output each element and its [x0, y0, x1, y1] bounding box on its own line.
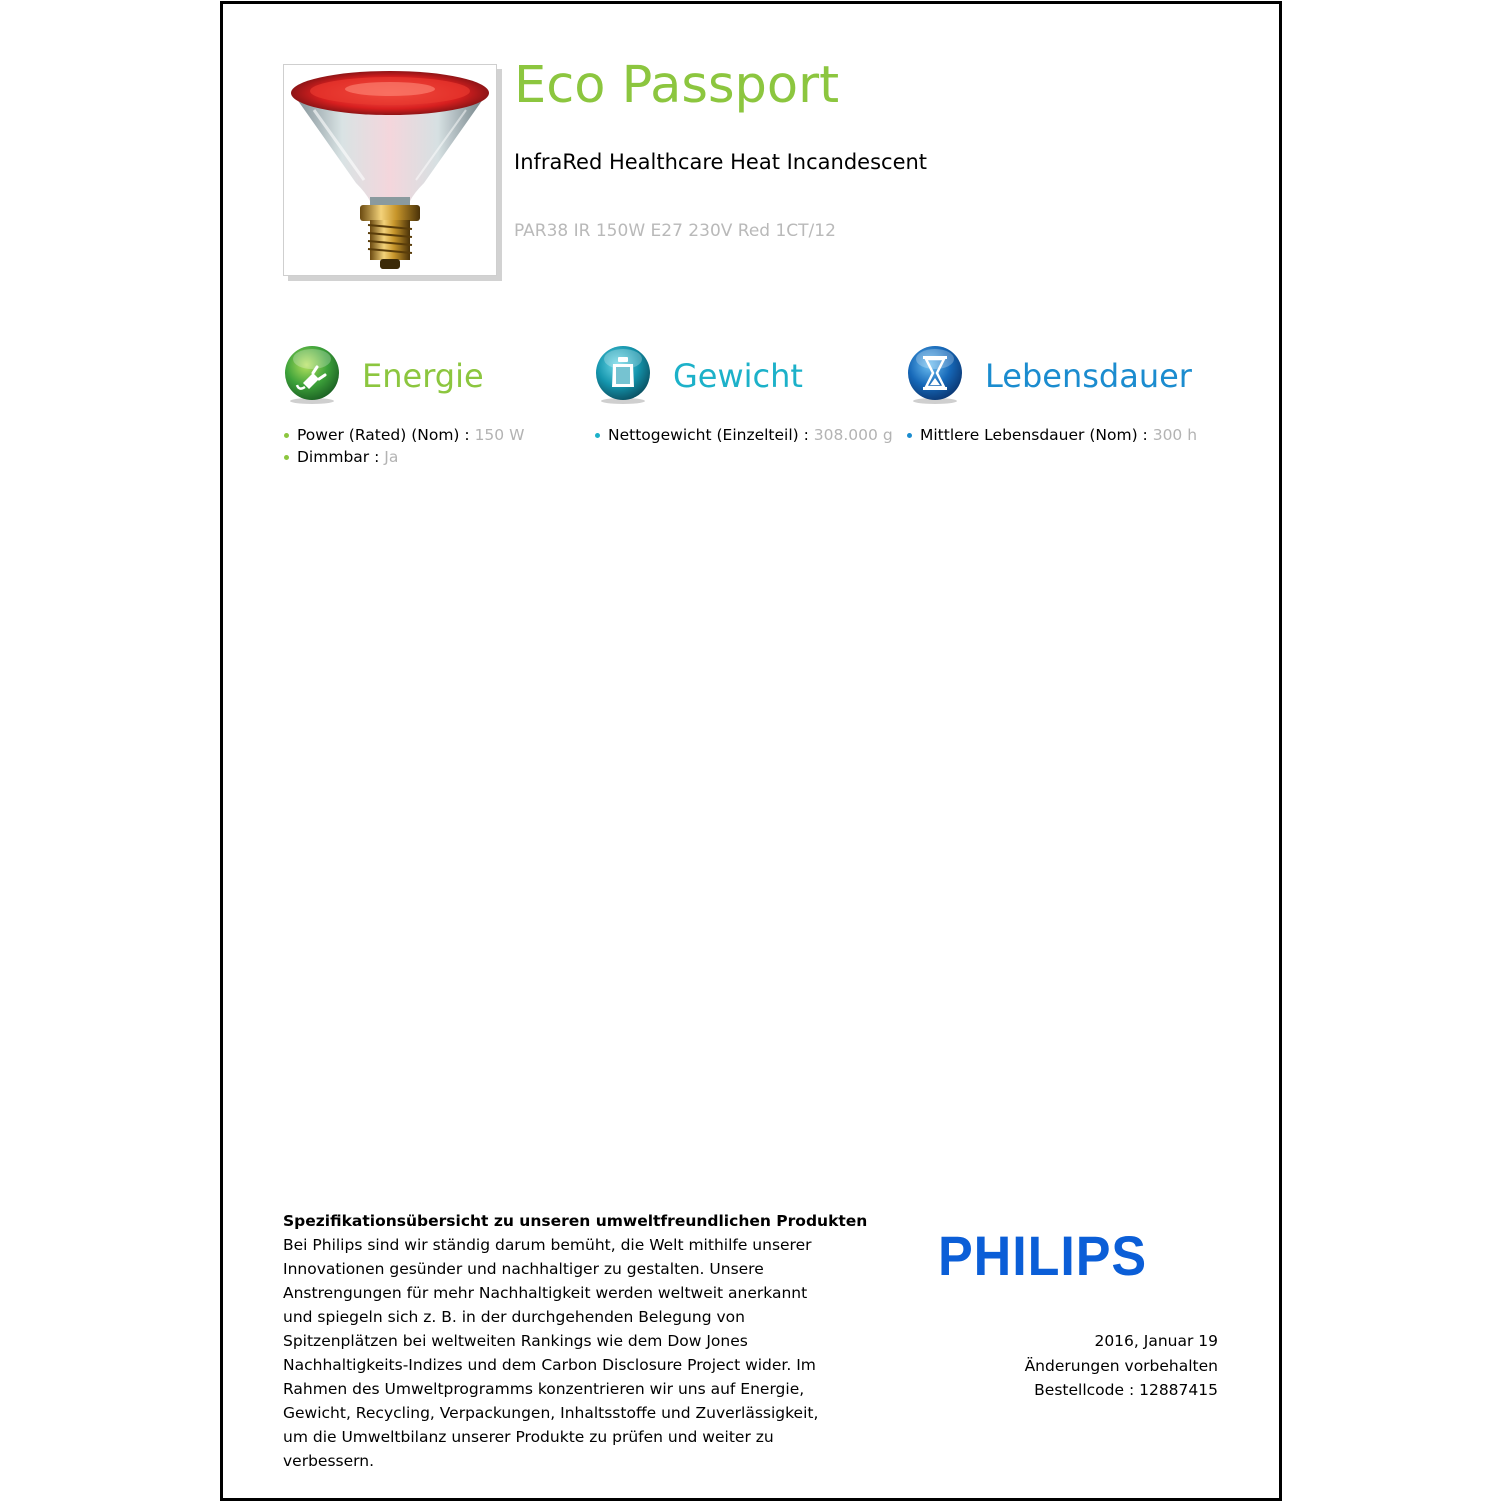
change-notice: Änderungen vorbehalten [1024, 1356, 1218, 1375]
infrared-bulb-image [284, 65, 496, 275]
list-item [283, 424, 524, 446]
bullet [907, 433, 912, 438]
bullet [284, 455, 289, 460]
product-code: PAR38 IR 150W E27 230V Red 1CT/12 [514, 221, 836, 241]
bullet [284, 433, 289, 438]
weight-heading: Gewicht [673, 357, 803, 395]
spec-label: Power (Rated) (Nom) : [297, 426, 470, 444]
plug-icon [283, 345, 341, 405]
footer-body: Bei Philips sind wir ständig darum bemüht, die Welt mithilfe unserer Innovationen gesünder und nachhaltiger zu gestalten. Unsere Anstrengungen für mehr Nachhaltigkeit werden weltweit anerkannt und spiegeln sich z. B. in der durchgehenden Belegung von Spitzenplätzen bei weltweiten Rankings wie dem Dow Jones Nachhaltigkeits-Indizes und dem Carbon Disclosure Project wider. Im Rahmen des Umweltprogramms konzentrieren wir uns auf Energie, Gewicht, Recycling, Verpackungen, Inhaltsstoffe und Zuverlässigkeit, um die Umweltbilanz unserer Produkte zu prüfen und weiter zu verbessern. [283, 1236, 819, 1470]
philips-logo: PHILIPS [938, 1224, 1148, 1287]
list-item [283, 446, 524, 468]
weight-spec-list [594, 424, 893, 446]
order-code: Bestellcode : 12887415 [1034, 1381, 1218, 1399]
spec-label: Mittlere Lebensdauer (Nom) : [920, 426, 1148, 444]
footer-description [283, 1209, 868, 1473]
lifetime-spec-list [906, 424, 1197, 446]
weight-icon [594, 345, 652, 405]
list-item [594, 424, 893, 446]
bullet [595, 433, 600, 438]
product-name: InfraRed Healthcare Heat Incandescent [514, 150, 928, 174]
list-item [906, 424, 1197, 446]
page-title: Eco Passport [514, 56, 840, 115]
hourglass-icon [906, 345, 964, 405]
energy-heading: Energie [362, 357, 484, 395]
spec-value: 308.000 g [813, 426, 893, 444]
spec-label: Nettogewicht (Einzelteil) : [608, 426, 809, 444]
document-date: 2016, Januar 19 [1094, 1332, 1218, 1350]
spec-value: 300 h [1152, 426, 1198, 444]
energy-spec-list [283, 424, 524, 468]
product-photo [283, 64, 497, 276]
document-meta [1025, 1329, 1218, 1403]
spec-label: Dimmbar : [297, 448, 380, 466]
spec-value: 150 W [474, 426, 525, 444]
lifetime-heading: Lebensdauer [985, 357, 1192, 395]
spec-value: Ja [384, 448, 399, 466]
footer-heading: Spezifikationsübersicht zu unseren umweltfreundlichen Produkten [283, 1212, 868, 1230]
